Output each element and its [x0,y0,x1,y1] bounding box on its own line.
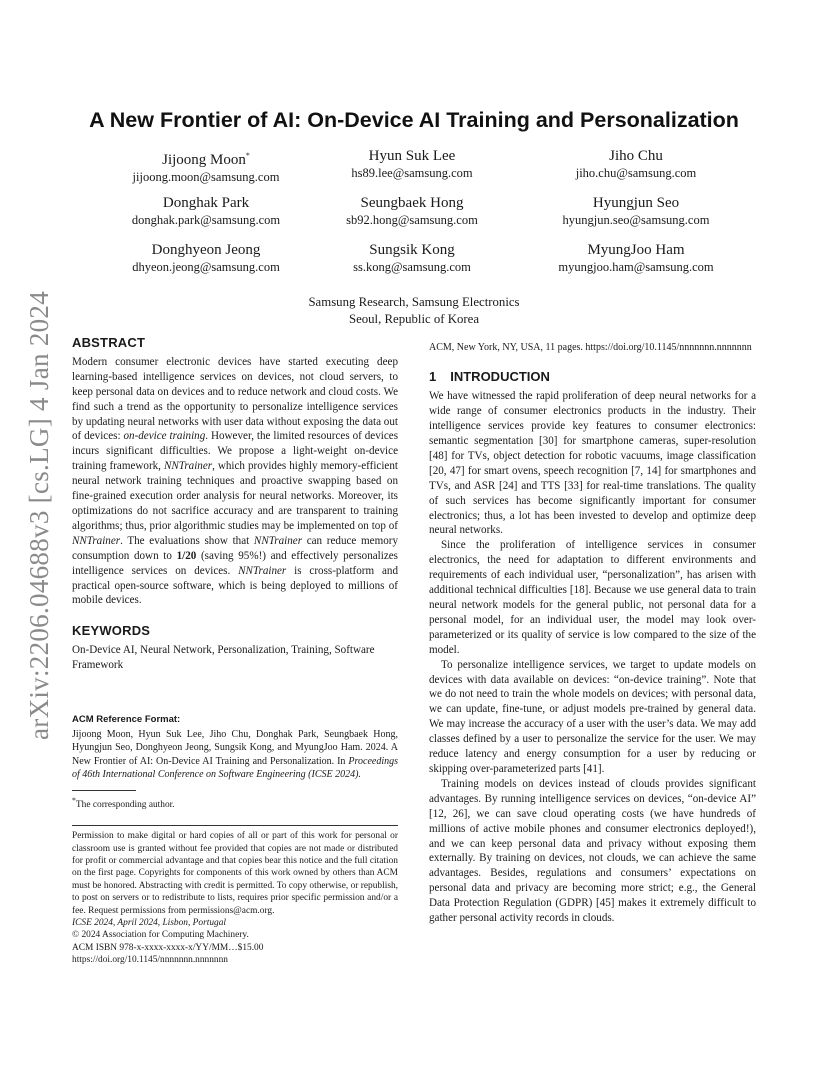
author-email[interactable]: hyungjun.seo@samsung.com [562,213,710,227]
permission-notice: Permission to make digital or hard copies of all or part of this work for personal or classroom use is granted without fee provided that copies are not made or distributed for profit or commercial advantage and that copies bear this notice and the full citation on the first page. Copyrights for components of this work owned by others than ACM must be honored. Abstracting with credit is permitted. To copy otherwise, or republish, to post on servers or to redistribute to lists, requires prior specific permission and/or a fee. Request permissions from permissions@acm.org. [72,831,398,916]
intro-paragraph: Training models on devices instead of clouds provides significant advantages. By running intelligence services on devices, “on-device AI” [12, 26], we can save cloud operating costs (we have hundreds of millions of active mobile phones and consumer electronics deployed!), and we can keep personal data and privacy without exposing them externally. By training on devices, not clouds, we can achieve the same advantages. Besides, regulations and consumers’ expectations on personal data and privacy are becoming more strict; e.g., the General Data Protection Regulation (GDPR) [45] makes it extremely difficult to gather personal activity records in clouds. [429,777,756,925]
author-name: Jiho Chu [609,148,663,164]
author-email[interactable]: jijoong.moon@samsung.com [132,170,280,184]
intro-paragraph: We have witnessed the rapid proliferation of deep neural networks for a wide range of consumer electronics products in the industry. Their intelligence services provide key features to consumer electronics: semantic segmentation [30] for smartphone cameras, super-resolution [48] for TVs, object detection for robotic vacuums, image classification [20, 47] for smart ovens, speech recognition [7, 14] for smartphones and TVs, and ASR [24] and TTS [33] for real-time translations. The quality of such services has become significantly important for consumer electronics; thus, a lot has been invested to develop and optimize deep neural networks. [429,390,756,537]
affiliation-location: Seoul, Republic of Korea [348,312,480,326]
intro-paragraph: Since the proliferation of intelligence services in consumer electronics, the need for adaptation to different environments and requirements of each individual user, “personalization”, has arisen with additional technical difficulties [18]. Because we use general data to train neural network models for the general public, not personal data for a personal model, for an individual user, the model may look over-parameterized or its quality of service is low compared to the size of the model. [429,539,756,656]
author-email[interactable]: jiho.chu@samsung.com [575,166,697,180]
acm-reference-text: Jijoong Moon, Hyun Suk Lee, Jiho Chu, Donghak Park, Seungbaek Hong, Hyungjun Seo, Donghyeon Jeong, Sungsik Kong, and MyungJoo Ham. 2024. A New Frontier of AI: On-Device AI Training and Personalization. In Proceedings of 46th International Conference on Software Engineering (ICSE 2024). [72,728,398,781]
author-block [516,194,756,228]
author-name: MyungJoo Ham [587,242,685,258]
author-block [516,241,756,275]
introduction-heading [429,370,756,385]
author-name: Hyungjun Seo [592,195,680,211]
section-title: INTRODUCTION [450,369,550,385]
affiliation-org: Samsung Research, Samsung Electronics [308,295,520,309]
affiliation [0,294,828,328]
acm-reference-heading: ACM Reference Format: [72,714,181,726]
author-email[interactable]: dhyeon.jeong@samsung.com [132,260,280,274]
author-name: Jijoong Moon [162,152,246,168]
section-number: 1 [429,369,437,385]
author-footnote-mark: * [245,151,250,160]
author-block [292,147,532,181]
author-block [292,241,532,275]
isbn-line: ACM ISBN 978-x-xxxx-xxxx-x/YY/MM…$15.00 [72,942,264,953]
author-block [86,241,326,275]
permission-rule [72,825,398,826]
author-block [516,147,756,181]
intro-paragraph: To personalize intelligence services, we target to update models on devices with data available on devices: “on-device training”. Note that we do not need to train the whole models on devices; with personal data, we can update, fine-tune, or adjust models pre-trained by general data. We may increase the accuracy of a user with the user’s data. We may add classes defined by a user to personalize the service for the user. We may reduce latency and energy consumption for a user by reducing or skipping over-parameterized parts [41]. [429,658,756,775]
author-name: Sungsik Kong [369,242,455,258]
abstract-heading: ABSTRACT [72,335,146,350]
author-name: Donghak Park [162,195,250,211]
right-column [429,341,756,926]
keywords-text: On-Device AI, Neural Network, Personalization, Training, Software Framework [72,644,375,672]
author-name: Donghyeon Jeong [151,242,261,258]
author-email[interactable]: hs89.lee@samsung.com [351,166,473,180]
arxiv-identifier-stamp: arXiv:2206.04688v3 [cs.LG] 4 Jan 2024 [24,290,54,740]
author-email[interactable]: myungjoo.ham@samsung.com [558,260,714,274]
abstract-text: Modern consumer electronic devices have started executing deep learning-based intelligence services on devices, not cloud servers, to keep personal data on devices and to reduce network and cloud costs. We find such a trend as the opportunity to personalize intelligence services by updating neural networks with user data without exposing the data out of devices: on-device training. However, the limited resources of devices incurs significant difficulties. We propose a light-weight on-device training framework, NNTrainer, which provides highly memory-efficient neural network training techniques and proactive swapping based on fine-grained execution order analysis for neural networks. Moreover, its optimizations do not sacrifice accuracy and are transparent to training algorithms; thus, prior algorithmic studies may be implemented on top of NNTrainer. The evaluations show that NNTrainer can reduce memory consumption down to 1/20 (saving 95%!) and effectively personalizes intelligence services on devices. NNTrainer is cross-platform and practical open-source software, which is being deployed to millions of mobile devices. [72,355,399,607]
author-name: Hyun Suk Lee [368,148,456,164]
author-block [86,147,326,185]
author-block [86,194,326,228]
doi-link[interactable]: https://doi.org/10.1145/nnnnnnn.nnnnnnn [72,955,228,966]
author-block [292,194,532,228]
author-email[interactable]: donghak.park@samsung.com [131,213,281,227]
copyright-line: © 2024 Association for Computing Machinery. [72,930,249,941]
left-column [72,336,398,967]
keywords-heading: KEYWORDS [72,623,151,639]
author-name: Seungbaek Hong [360,195,464,211]
footnote-rule [72,790,136,791]
author-email[interactable]: sb92.hong@samsung.com [346,213,478,227]
paper-title: A New Frontier of AI: On-Device AI Training and Personalization [89,108,739,132]
acm-reference-continued: ACM, New York, NY, USA, 11 pages. https://doi.org/10.1145/nnnnnnn.nnnnnnn [429,342,752,353]
author-email[interactable]: ss.kong@samsung.com [353,260,471,274]
footnote: *The corresponding author. [72,795,175,810]
venue-line: ICSE 2024, April 2024, Lisbon, Portugal [72,917,227,928]
